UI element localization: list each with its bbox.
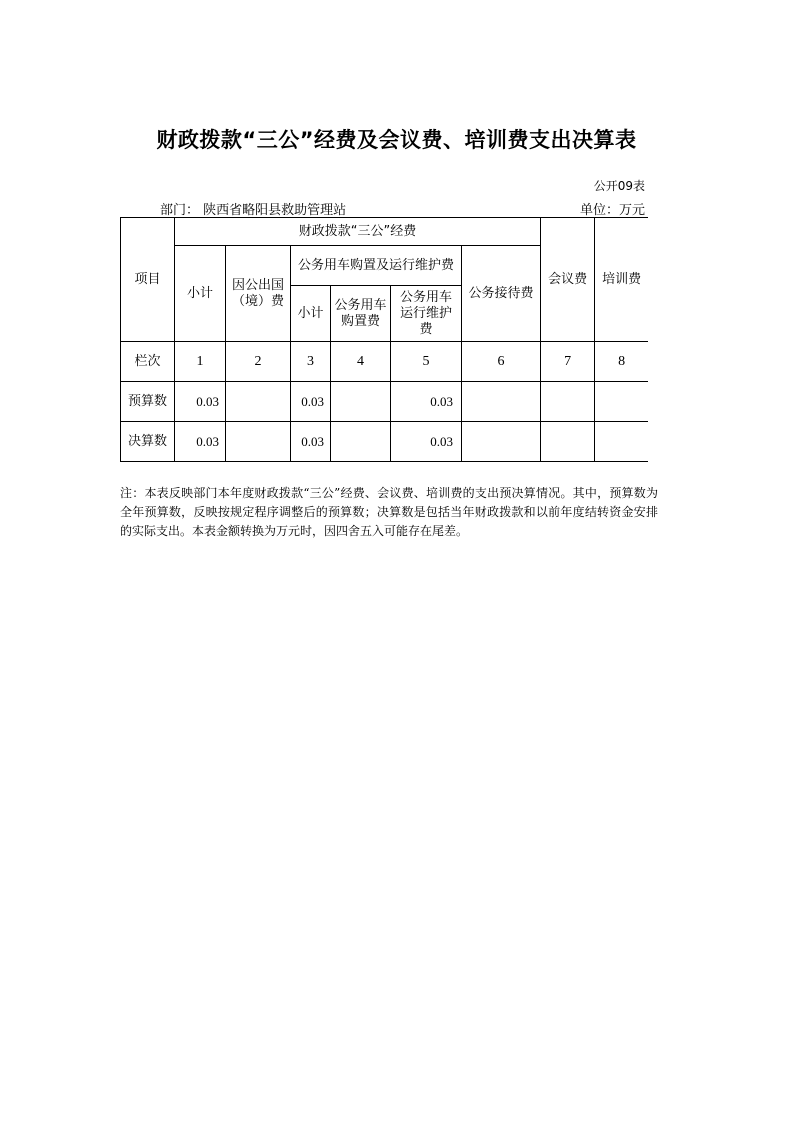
- cell: 0.03: [391, 422, 462, 462]
- header-vehicle-subtotal: 小计: [291, 286, 331, 342]
- cell: [226, 422, 291, 462]
- table-row: [121, 342, 649, 382]
- cell: 5: [391, 342, 462, 382]
- cell: 0.03: [175, 422, 226, 462]
- cell: [462, 382, 541, 422]
- cell: [462, 422, 541, 462]
- cell: 0.03: [391, 382, 462, 422]
- header-reception: 公务接待费: [462, 246, 541, 342]
- cell: 4: [331, 342, 391, 382]
- footnote: 注：本表反映部门本年度财政拨款“三公”经费、会议费、培训费的支出预决算情况。其中，预算数为全年预算数，反映按规定程序调整后的预算数；决算数是包括当年财政拨款和以前年度结转资金安排的实际支出。本表金额转换为万元时，因四舍五入可能存在尾差。: [120, 486, 658, 538]
- cell: 6: [462, 342, 541, 382]
- cell: 2: [226, 342, 291, 382]
- cell: [331, 422, 391, 462]
- table-container: [120, 217, 648, 463]
- cell: 7: [541, 342, 595, 382]
- cell: 3: [291, 342, 331, 382]
- header-three-public: 财政拨款“三公”经费: [175, 218, 541, 246]
- cell: [331, 382, 391, 422]
- row-label: 预算数: [121, 382, 175, 422]
- cell: 8: [595, 342, 648, 382]
- page-title: 财政拨款“三公”经费及会议费、培训费支出决算表: [156, 128, 637, 152]
- department-label: 部门：: [160, 203, 200, 218]
- expenditure-table: [120, 217, 648, 462]
- header-abroad: [226, 246, 291, 342]
- unit-label: 单位：万元: [579, 203, 645, 218]
- cell: [226, 382, 291, 422]
- cell: [595, 382, 648, 422]
- form-number: 公开09表: [593, 179, 645, 193]
- header-project: 项目: [121, 218, 175, 342]
- table-row: [121, 422, 649, 462]
- cell: [541, 382, 595, 422]
- cell: [595, 422, 648, 462]
- cell: 1: [175, 342, 226, 382]
- department-line: [160, 199, 346, 218]
- header-subtotal: 小计: [175, 246, 226, 342]
- header-abroad-text: 因公出国（境）费: [231, 277, 284, 309]
- table-row: [121, 382, 649, 422]
- row-label: 决算数: [121, 422, 175, 462]
- cell: [541, 422, 595, 462]
- row-label: 栏次: [121, 342, 175, 382]
- cell: 0.03: [175, 382, 226, 422]
- header-training: 培训费: [595, 218, 648, 342]
- cell: 0.03: [291, 422, 331, 462]
- header-meeting: 会议费: [541, 218, 595, 342]
- header-vehicle: 公务用车购置及运行维护费: [291, 246, 462, 286]
- header-vehicle-maintain-text: 公务用车运行维护费: [399, 289, 452, 337]
- cell: 0.03: [291, 382, 331, 422]
- header-vehicle-purchase-text: 公务用车购置费: [334, 297, 387, 329]
- department-name: 陕西省略阳县救助管理站: [203, 203, 347, 218]
- header-vehicle-maintain: [391, 286, 462, 342]
- header-vehicle-purchase: [331, 286, 391, 342]
